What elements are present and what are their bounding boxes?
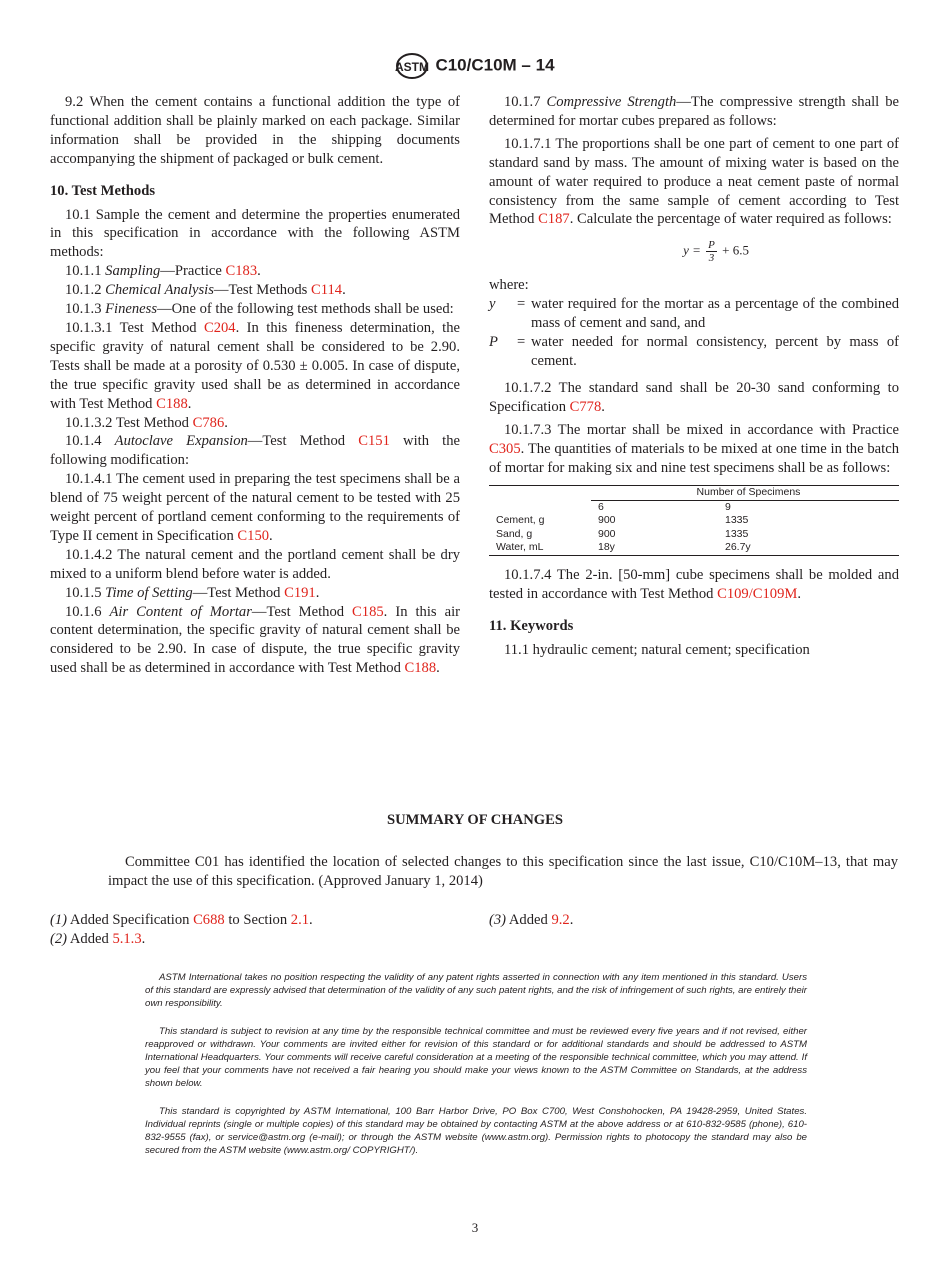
definition-text: water required for the mortar as a percentage of the combined mass of cement and sand, and <box>531 296 899 332</box>
text-run: 10.1.7 <box>504 94 547 110</box>
reference-link[interactable]: C114 <box>311 282 343 299</box>
text-run: 11. Keywords <box>489 617 574 634</box>
text-run: . In this fineness determination, the specific gravity of natural cement shall be considered to be 2.90. Tests shall be made at a porosity of 0.530 ± 0.005. In case of dispute, the true specific gravity used shall be as determined in accordance with Test Method <box>50 319 460 412</box>
table-cell: 1335 <box>725 514 749 527</box>
text-run: . <box>141 931 146 947</box>
paragraph <box>50 432 460 470</box>
text-run: 10.1.4.1 The cement used in preparing the test specimens shall be a blend of 75 weight percent of the natural cement to be tested with 25 weight percent of portland cement conforming to the requirements of Type II cement in Specification <box>50 471 460 544</box>
reference-link[interactable]: C151 <box>358 433 390 450</box>
text-run: —Test Method <box>247 433 359 450</box>
table-cell: 900 <box>598 514 616 527</box>
reference-link[interactable]: C188 <box>156 395 188 412</box>
materials-table <box>489 485 899 556</box>
text-run: 10.1.4.2 The natural cement and the portland cement shall be dry mixed to a uniform blend before water is added. <box>50 546 460 582</box>
definition-sym: y <box>489 296 496 313</box>
denominator: 3 <box>708 252 715 265</box>
reference-link[interactable]: C109/C109M <box>717 585 798 602</box>
reference-link[interactable]: C150 <box>237 527 270 544</box>
equation <box>489 239 899 264</box>
text-run: Added Specification <box>67 912 194 928</box>
text-run: 10.1.7.1 The proportions shall be one part of cement to one part of standard sand by mass. The amount of mixing water is based on the amount of water required to produce a neat cement paste of normal consistency from the same sample of cement according to Test Method <box>489 135 899 228</box>
patent-notice: ASTM International takes no position respecting the validity of any patent rights asserted in connection with any item mentioned in this standard. Users of this standard are expressly advised that determination of the validity of any such patent rights, and the risk of infringement of such rights, are entirely their own responsibility. <box>145 972 807 1009</box>
change-number: (1) <box>50 912 68 928</box>
reference-link[interactable]: C778 <box>569 398 602 415</box>
text-run: 10.1.2 <box>65 282 106 299</box>
definition-sym: P <box>489 334 498 351</box>
equation-lhs: y = <box>683 242 701 258</box>
text-run: . <box>224 414 228 431</box>
text-run: with the following modification: <box>50 433 460 469</box>
text-run: 10. Test Methods <box>50 182 156 199</box>
section-heading <box>489 617 899 636</box>
paragraph <box>50 414 460 433</box>
text-run: . <box>569 912 574 928</box>
table-cell: 18y <box>598 541 615 554</box>
text-run: 10.1.7.3 The mortar shall be mixed in accordance with Practice <box>504 421 899 438</box>
numerator: P <box>708 239 715 252</box>
text-run: . <box>187 395 192 412</box>
paragraph <box>50 319 460 414</box>
text-run: 9.2 When the cement contains a functional addition the type of functional addition shall be plainly marked on each package. Similar information shall be provided in the shipping documents accompanying the shipment of packaged or bulk cement. <box>50 94 460 167</box>
text-run: . <box>342 282 346 299</box>
text-run: 10.1.3.1 Test Method <box>65 319 204 336</box>
reference-link[interactable]: C185 <box>352 603 384 620</box>
paragraph <box>50 546 460 584</box>
reference-link[interactable]: C688 <box>193 912 225 928</box>
page-number: 3 <box>471 1220 479 1235</box>
table-group-header: Number of Specimens <box>591 486 899 501</box>
text-run: . <box>257 263 261 280</box>
paragraph <box>50 584 460 603</box>
text-run: Added <box>67 931 113 947</box>
change-item <box>50 930 145 949</box>
definition <box>489 333 899 371</box>
row-label: Cement, g <box>496 514 545 527</box>
paragraph <box>489 93 899 131</box>
definition-text: water needed for normal consistency, percent by mass of cement. <box>531 334 899 369</box>
text-run: 10.1.4 <box>65 433 115 450</box>
text-run: 10.1.3.2 Test Method <box>65 414 193 431</box>
change-number: (3) <box>489 912 507 928</box>
astm-logo-icon <box>395 52 429 80</box>
page-header <box>0 52 950 80</box>
text-run: . <box>436 660 440 677</box>
right-column <box>489 93 899 660</box>
summary-title: SUMMARY OF CHANGES <box>387 812 563 828</box>
text-run: . <box>309 912 313 928</box>
designation: C10/C10M – 14 <box>435 55 555 75</box>
paragraph <box>50 206 460 263</box>
reference-link[interactable]: C204 <box>203 319 236 336</box>
section-heading <box>50 182 460 201</box>
row-label: Sand, g <box>496 527 533 540</box>
text-run: 10.1.1 <box>65 263 106 280</box>
text-run: —Practice <box>160 263 226 280</box>
paragraph <box>50 281 460 300</box>
reference-link[interactable]: C786 <box>192 414 225 431</box>
change-item <box>489 911 573 930</box>
text-run: Added <box>506 912 552 928</box>
paragraph <box>489 421 899 478</box>
text-run: . <box>315 584 320 601</box>
italic-term: Autoclave Expansion <box>114 433 248 450</box>
text-run: . <box>601 398 605 415</box>
paragraph <box>489 641 899 660</box>
text-run: 10.1.7.4 The 2-in. [50-mm] cube specimens shall be molded and tested in accordance with Test Method <box>489 566 899 602</box>
svg-text:ASTM: ASTM <box>395 60 430 74</box>
text-run: to Section <box>224 912 291 928</box>
left-column <box>50 93 460 678</box>
reference-link[interactable]: C183 <box>225 263 258 280</box>
definition-eq: = <box>517 296 526 313</box>
italic-term: Time of Setting <box>105 584 193 601</box>
reference-link[interactable]: 5.1.3 <box>112 931 142 947</box>
reference-link[interactable]: C305 <box>489 440 521 457</box>
revision-notice: This standard is subject to revision at any time by the responsible technical committee and must be reviewed every five years and if not revised, either reapproved or withdrawn. Your comments are invited either for revision of this standard or for additional standards and should be addressed to ASTM International Headquarters. Your comments will receive careful consideration at a meeting of the responsible technical committee, which you may attend. If you feel that your comments have not received a fair hearing you should make your views known to the ASTM Committee on Standards, at the address shown below. <box>145 1026 807 1089</box>
paragraph <box>489 135 899 230</box>
reference-link[interactable]: 9.2 <box>551 912 570 928</box>
paragraph <box>50 603 460 679</box>
footnotes <box>145 971 807 1172</box>
italic-term: Fineness <box>105 301 158 318</box>
text-run: —Test Methods <box>213 282 311 299</box>
table-cell: 26.7y <box>725 541 751 554</box>
change-number: (2) <box>50 931 68 947</box>
text-run: —The compressive strength shall be determined for mortar cubes prepared as follows: <box>489 94 899 129</box>
italic-term: Sampling <box>105 263 161 280</box>
paragraph <box>50 470 460 546</box>
table-row <box>489 514 899 528</box>
paragraph <box>50 262 460 281</box>
table-row <box>489 541 899 555</box>
definition <box>489 295 899 333</box>
italic-term: Compressive Strength <box>546 94 677 110</box>
text-run: 11.1 hydraulic cement; natural cement; specification <box>504 641 810 658</box>
column-header: 6 <box>598 500 604 513</box>
copyright-notice: This standard is copyrighted by ASTM International, 100 Barr Harbor Drive, PO Box C700, West Conshohocken, PA 19428-2959, United States. Individual reprints (single or multiple copies) of this standard may be obtained by contacting ASTM at the above address or at 610-832-9585 (phone), 610-832-9555 (fax), or service@astm.org (e-mail); or through the ASTM website (www.astm.org). Permission rights to photocopy the standard may also be secured from the ASTM website (www.astm.org/ COPYRIGHT/). <box>145 1106 807 1156</box>
text-run: —Test Method <box>192 584 285 601</box>
italic-term: Chemical Analysis <box>105 282 214 299</box>
change-item <box>50 911 313 930</box>
definition-eq: = <box>517 334 526 351</box>
fraction <box>706 239 717 264</box>
column-header: 9 <box>725 500 731 513</box>
reference-link[interactable]: C191 <box>284 584 316 601</box>
paragraph <box>50 300 460 319</box>
text-run: . In this air content determination, the specific gravity of natural cement shall be considered to be 2.90. In case of dispute, the true specific gravity used shall be as determined in accordance with Test Method <box>50 603 460 677</box>
text-run: 10.1.7.2 The standard sand shall be 20-30 sand conforming to Specification <box>489 379 899 415</box>
text-run: 10.1.5 <box>65 584 106 601</box>
table-cell: 900 <box>598 527 616 540</box>
summary-text: Committee C01 has identified the location of selected changes to this specification since the last issue, C10/C10M–13, that may impact the use of this specification. (Approved January 1, 2014) <box>108 854 898 889</box>
paragraph <box>489 379 899 417</box>
table-row <box>489 528 899 542</box>
reference-link[interactable]: C187 <box>538 211 570 228</box>
paragraph <box>489 566 899 604</box>
text-run: . <box>269 527 273 544</box>
equation-rest: + 6.5 <box>722 242 749 258</box>
row-label: Water, mL <box>496 541 544 554</box>
text-run: . <box>797 585 802 602</box>
reference-link[interactable]: 2.1 <box>290 912 310 928</box>
text-run: 10.1.6 <box>65 603 110 620</box>
reference-link[interactable]: C188 <box>404 660 437 677</box>
text-run: . Calculate the percentage of water required as follows: <box>569 211 892 228</box>
text-run: —Test Method <box>251 603 353 620</box>
text-run: . The quantities of materials to be mixed at one time in the batch of mortar for making six and nine test specimens shall be as follows: <box>489 440 899 476</box>
text-run: —One of the following test methods shall be used: <box>157 301 454 318</box>
text-run: 10.1.3 <box>65 301 106 318</box>
where-label: where: <box>489 277 529 294</box>
paragraph <box>50 93 460 169</box>
table-cell: 1335 <box>725 527 749 540</box>
text-run: 10.1 Sample the cement and determine the properties enumerated in this specification in accordance with the following ASTM methods: <box>50 206 460 261</box>
italic-term: Air Content of Mortar <box>109 603 252 620</box>
